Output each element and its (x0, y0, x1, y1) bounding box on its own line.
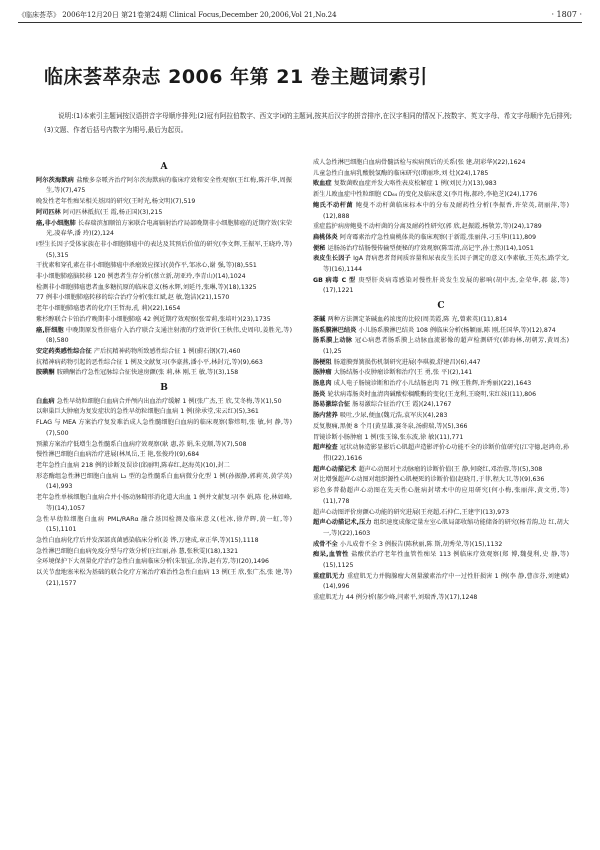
index-entry (313, 326, 569, 337)
entry-text: 以卵巢巨大肿瘤为复发症状的急性早幼粒细胞白血病 1 例(徐承堂,宋云红)(5),361 (36, 408, 259, 416)
entry-text: 冠心病患者肠系膜上动脉血流影像的超声检测研究(韩海林,胡朝芳,黄周杰)(1),25 (323, 337, 569, 355)
index-entry (36, 315, 292, 326)
entry-text: 长春瑞滨加顺铂方案联合电离辐射治疗局部晚期非小细胞肺癌的近期疗效(宋荣光,凌春华,潘 玲)(2),124 (46, 219, 292, 238)
entry-text: 成人电子肠镜诊断和治疗小儿结肠息肉 71 例(王胜辉,许秀丽)(22),1643 (333, 380, 532, 388)
entry-text: 急性淋巴细胞白血病免疫分型与疗效分析(庄红丽,孙 慧,张秋雯)(18),1321 (36, 547, 239, 555)
entry-text: 胺碘酮治疗急性冠脉综合征快速房颤(张 莉,林 刚,王 敏,等)(3),158 (56, 369, 239, 377)
subject-term: 超声心动描记术,压力 (313, 519, 374, 527)
index-entry (36, 515, 292, 536)
index-entry (36, 547, 292, 558)
entry-text: 超声心动图对主动脉瘤的诊断价值(王 静,何晓红,邓治蓉,等)(5),308 (358, 465, 543, 473)
entry-text: 超声心动图评价房颤心功能的研究进展(王亮超,石仲仁,王建宇)(13),973 (313, 508, 510, 516)
subject-term: 超声心动描记术 (313, 465, 359, 473)
index-entry (313, 508, 569, 519)
entry-text: 晚发性老年性痴呆相关基因的研究(王时光,杨文明)(7),519 (36, 198, 196, 206)
entry-text: 慢性淋巴细胞白血病治疗进展(林凤岳,王 艳,张俊玲)(9),684 (36, 451, 200, 459)
index-entry (36, 557, 292, 568)
index-entry (313, 368, 569, 379)
entry-text: 胃镜诊断小肠肿瘤 1 例(张玉锦,张东波,徐 敏)(11),771 (313, 433, 464, 441)
index-entry (36, 261, 292, 272)
index-entry (313, 433, 569, 444)
subject-term: 败血症 (313, 180, 334, 188)
index-entry (36, 397, 292, 408)
subject-term: 成骨不全 (313, 540, 340, 548)
index-entry (36, 208, 292, 219)
index-entry (313, 222, 569, 233)
entry-text: 鲍曼不动杆菌临床标本中的分布及耐药性分析(李振香,许荣英,胡丽萍,等)(12),888 (323, 201, 569, 220)
index-entry (36, 407, 292, 418)
entry-text: 重症肌无力 44 例分析(郝少峰,闫素平,刘瑞香,等)(17),1248 (313, 594, 478, 602)
entry-text: 庚型肝炎病毒感染对慢性肝炎发生发展的影响(胡中杰,金荣华,郝 蕊,等)(17),1221 (323, 276, 569, 295)
entry-text: 儿童急性白血病乳酸脱氢酶的临床研究(谭丽珍,刘 灶)(24),1785 (313, 169, 489, 177)
entry-text: 77 例非小细胞肺癌转移的综合治疗分析(张红斌,赵 敏,饱洁)(21),1570 (36, 294, 230, 302)
entry-text: 阿司匹林抵抗(王 霞,杨正国)(3),215 (62, 208, 163, 216)
entry-text: 大肠结肠小皮肿瘤诊断和治疗(王 勇,张 平)(2),141 (333, 369, 473, 377)
entry-text: 中晚期原发性肝癌介入治疗联合支通注射液的疗效评价(王秋伟,史周印,姜胜光,等)(8),580 (46, 326, 292, 345)
index-letter-heading: C (437, 301, 445, 312)
subject-term: 痴呆,血管性 (313, 551, 352, 559)
index-entry (313, 244, 569, 255)
entry-text: 反复腹痛,黑便 8 个月(黄星雄,赛冬泉,汤蔚瑞,等)(5),366 (313, 422, 468, 430)
entry-text: 吸吐,少尿,便血(魏元浩,袁军庆)(4),283 (339, 412, 448, 420)
index-entry (36, 568, 292, 589)
index-entry (36, 293, 292, 304)
index-entry (36, 358, 292, 369)
index-entry (36, 493, 292, 514)
index-column-left (36, 158, 292, 840)
subject-term: 阿尔茨海默病 (36, 176, 77, 184)
subject-term: 重症肌无力 (313, 572, 347, 580)
index-entry (313, 233, 569, 244)
index-column-right (313, 158, 569, 840)
index-entry (313, 315, 569, 326)
index-entry (36, 418, 292, 439)
index-letter-heading: B (160, 383, 168, 394)
entry-text: 小儿肠系膜淋巴结炎 108 例临床分析(杨颖丽,陈 刚,任国华,等)(12),874 (358, 326, 556, 334)
subject-term: 茶碱 (313, 315, 328, 323)
subject-term: 肠系膜上动脉 (313, 337, 356, 345)
subject-term: 肠内营养 (313, 412, 340, 420)
index-entry (313, 443, 569, 464)
index-entry (313, 379, 569, 390)
entry-text: 组织速度成像定量左室心肌局部收缩功能储备的研究(杨青韵,边 红,胡大一,等)(22),1603 (323, 519, 569, 537)
entry-text: 运肠汤治疗结肠慢传输型便秘的疗效观察(陈雪清,高记宇,孙士然)(14),1051 (327, 244, 534, 252)
index-entry (313, 411, 569, 422)
entry-text: IgA 肾病患者肾间质容量和尿表皮生长因子测定的意义(李素敏,王英杰,路学文,等)(16),1144 (323, 255, 569, 274)
subject-term: 肠肿瘤 (313, 369, 334, 377)
index-entry (313, 158, 569, 169)
entry-text: Ⅰ型生长因子受体家族在非小细胞肺癌中的表达及其预后价值的研究(李文辉,王振军,王晓玲,等)(5),315 (36, 240, 292, 259)
subject-term: GB 病毒 C 型 (313, 276, 359, 284)
index-entry (313, 358, 569, 369)
entry-text: 老年急性单核细胞白血病合并小肠动脉畸形消化道大出血 1 例并文献复习(李 娟,陈 伦,林如峰,等)(14),1057 (36, 494, 292, 512)
subject-term: 肠炎 (313, 390, 328, 398)
entry-text: 两种方法测定茶碱血药浓度的比较(周美霞,陈 光,曾素英)(11),814 (327, 315, 508, 323)
subject-term: 安定药类感性综合征 (36, 347, 94, 355)
index-entry (313, 201, 569, 222)
entry-text: 预激方案治疗低增生急性髓系白血病疗效观察(耿 惠,苏 娟,朱克顺,等)(7),508 (36, 440, 247, 448)
index-entry (313, 254, 569, 275)
entry-text: 全环境保护下大剂量化疗治疗急性白血病临床分析(朱银宣,余涛,赵有芳,等)(20),1496 (36, 558, 269, 566)
index-entry (313, 550, 569, 571)
index-entry (313, 540, 569, 551)
index-entry (313, 179, 569, 190)
entry-text: 以关节盘地塞米松为基础的联合化疗方案治疗难治性急性白血病 13 例(王 欣,张广杰,张 建,等)(21),1577 (36, 569, 292, 587)
index-entry (313, 475, 569, 486)
running-header (18, 8, 582, 23)
entry-text: 产后抗精神药物所致感性综合征 1 例(蔚石钢)(7),460 (93, 347, 241, 355)
entry-text: 重症监护病房鲍曼不动杆菌的分离及耐药性研究(郭 欣,赵振霞,杨敬芳,等)(24),1789 (313, 223, 542, 231)
subject-term: 表皮生长因子 (313, 255, 354, 263)
subject-term: 肠系膜淋巴结炎 (313, 326, 359, 334)
index-entry (36, 368, 292, 379)
entry-text: 非小细胞肺癌脑转移 120 例患者生存分析(蔡立新,胡亚玲,李青山)(14),1024 (36, 273, 246, 281)
index-entry (36, 304, 292, 315)
subject-term: 癌,非小细胞肺 (36, 219, 78, 227)
entry-text: 彩色多普勒超声心动图在先天性心脏病封堵术中的应用研究(何小梅,张丽萍,黄文勇,等)(11),778 (313, 487, 569, 505)
subject-term: 鲍氏不动杆菌 (313, 201, 356, 209)
journal-citation: 《临床荟萃》 2006年12月20日 第21卷第24期 Clinical Focus,December 20,2006,Vol 21,No.24 (18, 11, 337, 19)
index-instructions: 说明:(1)本索引主题词按汉语拼音字母顺序排列;(2)冠有阿拉伯数字、西文字词的主题词,按其后汉字的拼音排序,在汉字相同的情况下,按数字、英文字母、希文字母顺序先后排列;(3)文题、作者后括号内数字为期号,最后为起页。 (44, 112, 572, 134)
page-title: 临床荟萃杂志 2006 年第 21 卷主题词索引 (44, 66, 428, 88)
entry-text: 急性白血病化疗后并发深部真菌感染临床分析(姜 铧,万建成,章正华,等)(15),1118 (36, 536, 259, 544)
index-entry (36, 536, 292, 547)
entry-text: 形态酶组急性淋巴细胞白血病 L₂ 型的急性髓系白血病微分化型 1 例(孙振静,郭莉英,黄学英)(14),993 (36, 472, 292, 491)
subject-term: 阿司匹林 (36, 208, 63, 216)
entry-text: 冠状动脉造影显影后心肌超声造影评价心功能不全的诊断价值研究(江守德,赵鸿奇,孙 伟)(22),1616 (323, 444, 569, 462)
index-letter-heading: A (160, 162, 168, 172)
index-entry (36, 176, 292, 197)
index-entry (313, 486, 569, 507)
index-entry (36, 283, 292, 294)
index-entry (36, 440, 292, 451)
entry-text: 急性早幼粒细胞白血病 PML/RARα 融合基因检测及临床意义(杜冰,徐芹晖,黄一虹,等)(15),1101 (36, 515, 292, 534)
entry-text: FLAG 与 MEA 方案治疗复发难治成人急性髓细胞白血病的临床观察(黎炜明,张 敏,何 静,等)(7),500 (36, 419, 292, 437)
entry-text: 肠道膜弹簧损伤机制研究进展(李琪毅,舒建昌)(6),447 (333, 358, 481, 366)
entry-text: 新生儿败血症中性粒细胞 CD₆₄ 的变化及临床意义(李月梅,郝玲,李艳芝)(24),1776 (313, 191, 538, 199)
entry-text: 复数菌败血症并发大咯性表皮松解症 1 例(刘民力)(13),983 (333, 180, 497, 188)
subject-term: 超声检查 (313, 444, 340, 452)
subject-term: 胺碘酮 (36, 369, 57, 377)
entry-text: 肠易激综合征治疗(王 霞)(24),1767 (352, 401, 452, 409)
index-entry (36, 240, 292, 261)
index-entry (36, 472, 292, 493)
index-entry (313, 465, 569, 476)
index-entry (36, 326, 292, 347)
index-entry (36, 461, 292, 472)
subject-term: 便秘 (313, 244, 328, 252)
subject-term: 白血病 (36, 397, 57, 405)
subject-term: 扁桃体炎 (313, 233, 340, 241)
index-entry (36, 272, 292, 283)
index-entry (36, 450, 292, 461)
entry-text: 紫杉醇联合卡铂治疗晚期非小细胞肺癌 42 例近期疗效观察(张雪莉,张培叶)(23),1735 (36, 315, 271, 323)
subject-term: 肠梗阻 (313, 358, 334, 366)
index-entry (313, 593, 569, 604)
entry-text: 盐酸多奈哌齐治疗阿尔茨海默病的临床疗效和安全性观察(王红梅,陈汗华,周振生,等)(7),475 (46, 176, 292, 195)
entry-text: 老年小细胞肺癌患者的化疗(王哲海,孔 莉)(22),1654 (36, 305, 181, 313)
page-number: · 1807 · (551, 10, 582, 19)
index-entry (313, 276, 569, 297)
index-entry (313, 169, 569, 180)
entry-text: 急性早幼粒细胞白血病合并颅内出血治疗缓解 1 例(张广杰,王 欣,艾冬梅,等)(1),50 (56, 397, 282, 405)
entry-text: 老年急性白血病 218 例的诊断及误诊(邱丽明,陈春红,赵海英)(10),封二 (36, 461, 230, 469)
entry-text: 干扰素和穿孔素在非小细胞肺癌中杀瘤效应探讨(黄作平,邹冰心,谢 强,等)(8),551 (36, 262, 257, 270)
index-entry (313, 336, 569, 357)
subject-term: 肠易激综合征 (313, 401, 353, 409)
entry-text: 成人急性淋巴细胞白血病骨髓活检与疾病预后的关系(张 建,胡彩华)(22),1624 (313, 159, 526, 166)
entry-text: 小儿成骨不全 3 例报告(陈秋丽,陈 斯,胡秀荣,等)(15),1132 (339, 540, 503, 548)
index-entry (36, 347, 292, 358)
entry-text: 重症肌无力并胸腺瘤大剂量激素治疗中一过性肝损害 1 例(李 静,曹彦芬,刘建斌)(14),996 (323, 572, 569, 591)
entry-text: 抗精神病药物引起的恶性综合征 1 例及文献复习(李豪燕,潘小平,林封元,等)(9),663 (36, 358, 263, 366)
index-entry (36, 197, 292, 208)
entry-text: 对比增强超声心动图对组织源性心肌梗死的诊断价值(赵晓月,于菲,程大卫,等)(9),636 (313, 476, 545, 484)
index-entry (313, 190, 569, 201)
subject-term: 癌,肝细胞 (36, 326, 67, 334)
index-entry (313, 400, 569, 411)
index-entry (313, 572, 569, 593)
entry-text: 盐酸伏治疗老年性血管性痴呆 113 例临床疗效观察(郑 博,魏曼利,史 静,等)(15),1125 (323, 551, 569, 570)
entry-text: 检测非小细胞肺癌患者血多糖抗原的临床意义(杨永辉,刘延丹,张琳,等)(18),1325 (36, 283, 257, 291)
index-entry (36, 219, 292, 240)
index-entry (313, 390, 569, 401)
subject-term: 肠息肉 (313, 380, 334, 388)
index-entry (313, 422, 569, 433)
entry-text: 阿奇霉素治疗急性扁桃体炎的临床观察(于新霞,张丽萍,刁玉华)(11),809 (339, 233, 537, 241)
entry-text: 轮状病毒肠炎时血清肉碱酸棕榈酰酶的变化(王龙利,王晓明,宋红妹)(11),806 (327, 390, 537, 398)
index-entry (313, 518, 569, 539)
